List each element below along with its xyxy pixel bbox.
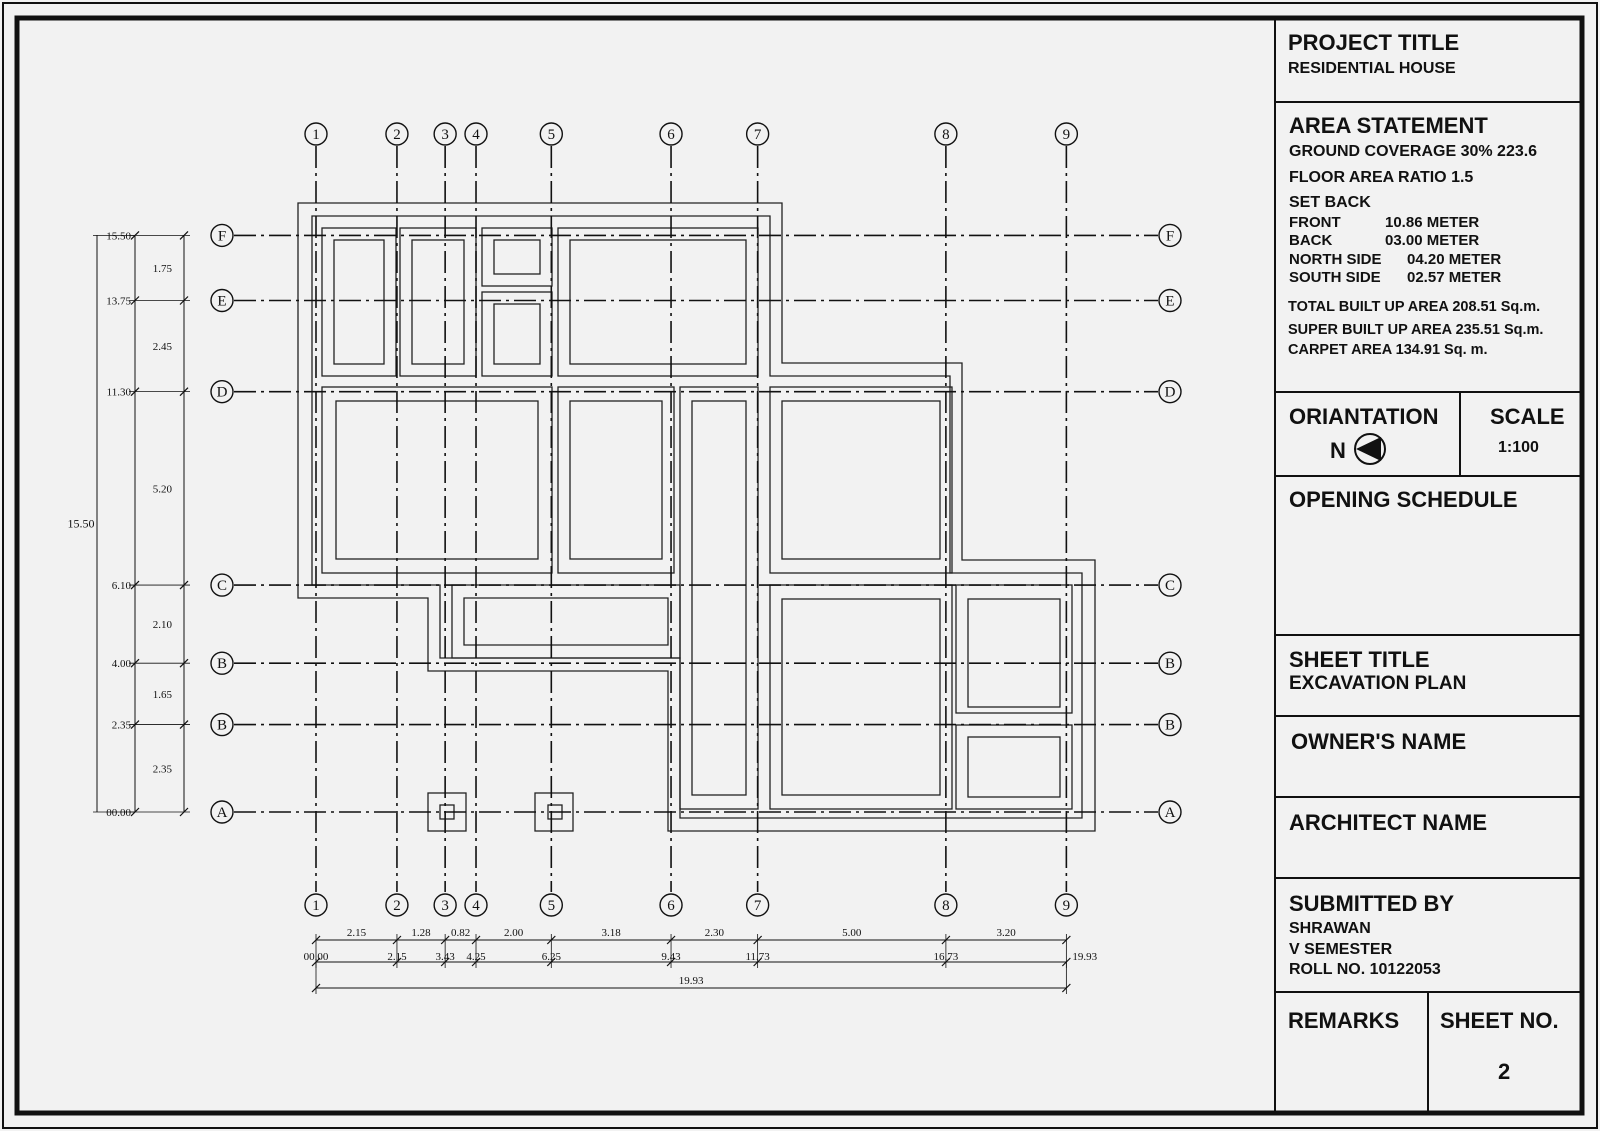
project-title: RESIDENTIAL HOUSE: [1288, 60, 1456, 77]
south-side-value: 02.57 METER: [1407, 269, 1502, 286]
dim-row-spacing-label: 2.35: [152, 763, 172, 776]
grid-label-row-right: E: [1165, 293, 1175, 310]
dim-row-spacing-label: 1.75: [152, 262, 172, 275]
dim-spacing-label: 1.28: [411, 927, 431, 939]
back-value: 03.00 METER: [1385, 232, 1480, 249]
dim-overall-width-label: 19.93: [678, 975, 704, 987]
project-title-heading: PROJECT TITLE: [1288, 30, 1460, 55]
grid-label-row-left: E: [217, 293, 227, 310]
grid-label-row-left: B: [216, 717, 228, 734]
owner-name-heading: OWNER'S NAME: [1291, 729, 1467, 754]
north-arrow-icon: [1355, 434, 1385, 464]
grid-label-col-top: 4: [472, 127, 480, 143]
grid-label-row-right: A: [1164, 805, 1176, 821]
dim-level-label: 6.10: [111, 580, 131, 593]
ground-coverage: GROUND COVERAGE 30% 223.6: [1289, 143, 1538, 160]
submitted-by-heading: SUBMITTED BY: [1289, 891, 1454, 916]
grid-label-col-top: 9: [1062, 127, 1071, 143]
total-built-up-area: TOTAL BUILT UP AREA 208.51 Sq.m.: [1288, 299, 1541, 315]
grid-label-row-right: C: [1164, 578, 1176, 595]
dim-chainage-label: 9.43: [661, 951, 681, 963]
grid-label-row-left: A: [216, 805, 228, 821]
sheet-no: 2: [1498, 1059, 1511, 1084]
grid-label-col-top: 5: [547, 127, 556, 143]
north-side-label: NORTH SIDE: [1289, 251, 1382, 268]
dim-chainage-label: 4.25: [466, 951, 486, 963]
dim-spacing-label: 0.82: [450, 927, 471, 939]
scale-heading: SCALE: [1490, 404, 1565, 429]
sheet-title-heading: SHEET TITLE: [1289, 647, 1430, 672]
grid-label-col-top: 1: [312, 127, 320, 143]
submitted-name: SHRAWAN: [1289, 920, 1371, 937]
south-side-label: SOUTH SIDE: [1289, 269, 1381, 286]
dim-chainage-label: 19.93: [1072, 951, 1098, 963]
dim-chainage-label: 11.73: [745, 951, 770, 963]
front-value: 10.86 METER: [1385, 214, 1480, 231]
remarks-heading: REMARKS: [1288, 1008, 1400, 1033]
grid-label-col-bottom: 7: [753, 898, 762, 914]
grid-label-col-bottom: 5: [547, 898, 556, 914]
grid-label-col-bottom: 1: [312, 898, 320, 914]
dim-level-label: 2.35: [111, 719, 131, 732]
grid-label-col-top: 3: [441, 127, 449, 143]
grid-label-row-left: D: [216, 384, 228, 401]
grid-label-row-right: D: [1164, 384, 1176, 401]
area-statement-heading: AREA STATEMENT: [1289, 113, 1488, 138]
grid-label-col-bottom: 3: [441, 898, 449, 914]
grid-label-row-right: B: [1164, 717, 1176, 734]
submitted-semester: V SEMESTER: [1289, 941, 1393, 958]
grid-label-col-bottom: 4: [472, 898, 480, 914]
architect-name-heading: ARCHITECT NAME: [1289, 810, 1487, 835]
dim-chainage-label: 3.43: [435, 951, 455, 963]
super-built-up-area: SUPER BUILT UP AREA 235.51 Sq.m.: [1288, 322, 1544, 338]
grid-label-col-top: 2: [393, 127, 401, 143]
dim-row-spacing-label: 1.65: [152, 688, 172, 701]
grid-label-row-left: C: [216, 578, 228, 595]
grid-label-col-bottom: 6: [667, 898, 675, 914]
carpet-area: CARPET AREA 134.91 Sq. m.: [1288, 342, 1488, 358]
dim-level-label: 00.00: [106, 807, 131, 819]
floor-area-ratio: FLOOR AREA RATIO 1.5: [1289, 169, 1474, 186]
sheet-title: EXCAVATION PLAN: [1289, 673, 1467, 694]
dim-row-spacing-label: 5.20: [152, 483, 172, 496]
grid-label-row-left: F: [217, 228, 227, 245]
scale-value: 1:100: [1498, 439, 1539, 456]
dim-level-label: 15.50: [106, 230, 131, 243]
orientation-heading: ORIANTATION: [1289, 404, 1439, 429]
north-side-value: 04.20 METER: [1407, 251, 1502, 268]
dim-row-spacing-label: 2.45: [152, 341, 172, 354]
submitted-roll: ROLL NO. 10122053: [1289, 961, 1441, 978]
dim-spacing-label: 2.00: [504, 927, 524, 939]
back-label: BACK: [1289, 232, 1333, 249]
dim-spacing-label: 2.30: [704, 927, 724, 939]
dim-level-label: 4.00: [111, 658, 131, 671]
grid-label-col-top: 6: [667, 127, 675, 143]
dim-chainage-label: 00.00: [303, 951, 329, 963]
north-letter: N: [1330, 438, 1346, 463]
dim-level-label: 13.75: [106, 295, 131, 308]
excavation-plan: [298, 203, 1095, 831]
grid-label-col-bottom: 9: [1062, 898, 1071, 914]
front-label: FRONT: [1289, 214, 1341, 231]
dim-spacing-label: 5.00: [842, 927, 862, 939]
grid-label-col-bottom: 8: [942, 898, 950, 914]
dim-row-spacing-label: 2.10: [152, 619, 172, 632]
dim-spacing-label: 2.15: [346, 927, 367, 939]
dim-chainage-label: 16.73: [933, 951, 959, 963]
grid-label-row-right: F: [1165, 228, 1175, 245]
grid-label-col-top: 7: [753, 127, 762, 143]
dim-overall-height-label: 15.50: [67, 516, 95, 531]
grid-label-row-left: B: [216, 656, 228, 673]
dim-spacing-label: 3.20: [996, 927, 1016, 939]
dim-chainage-label: 6.25: [541, 951, 561, 963]
grid-label-col-bottom: 2: [393, 898, 401, 914]
foundation-outline: [312, 216, 1082, 818]
dim-spacing-label: 3.18: [601, 927, 621, 939]
dim-chainage-label: 2.15: [387, 951, 407, 963]
opening-schedule-heading: OPENING SCHEDULE: [1289, 487, 1518, 512]
dim-level-label: 11.30: [106, 386, 131, 399]
set-back-heading: SET BACK: [1289, 194, 1371, 211]
sheet-no-heading: SHEET NO.: [1440, 1008, 1559, 1033]
grid-label-col-top: 8: [942, 127, 950, 143]
grid-label-row-right: B: [1164, 656, 1176, 673]
